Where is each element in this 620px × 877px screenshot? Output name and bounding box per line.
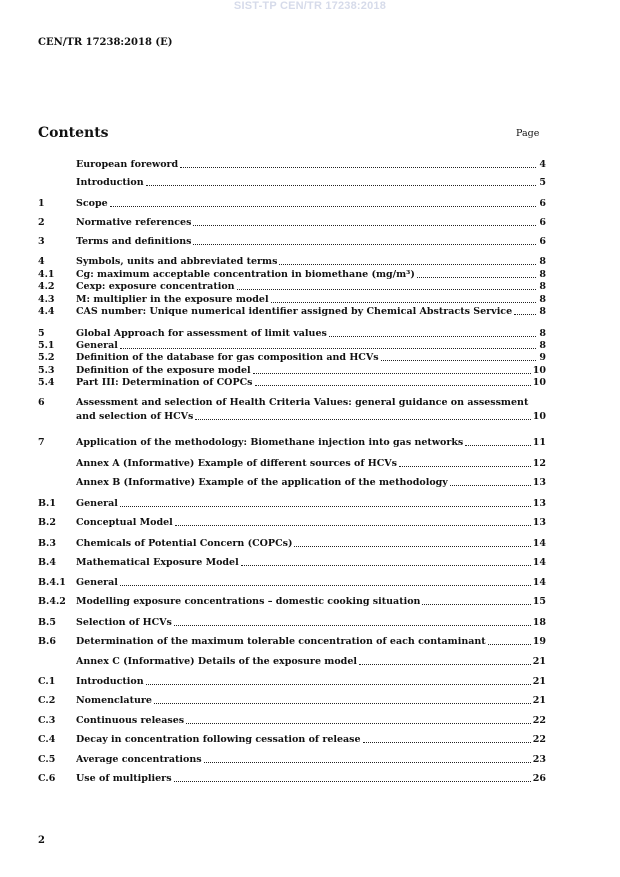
toc-entry-number: B.4.2 — [38, 596, 66, 607]
toc-leader-dots — [120, 348, 536, 349]
toc-entry-page: 19 — [532, 636, 546, 647]
toc-entry-title: Continuous releases — [76, 715, 185, 726]
toc-entry-number: 2 — [38, 217, 45, 228]
toc-entry[interactable] — [38, 595, 546, 608]
toc-entry-number: 4.3 — [38, 294, 55, 305]
toc-entry-title: European foreword — [76, 159, 179, 170]
toc-entry[interactable] — [38, 376, 546, 389]
toc-leader-dots — [186, 723, 531, 724]
toc-entry[interactable] — [38, 197, 546, 210]
toc-entry-page: 22 — [532, 715, 546, 726]
toc-entry-page: 10 — [532, 365, 546, 376]
toc-leader-dots — [255, 385, 531, 386]
toc-entry-number: B.4 — [38, 557, 56, 568]
toc-entry-number: B.5 — [38, 617, 56, 628]
toc-leader-dots — [204, 762, 531, 763]
toc-entry[interactable] — [38, 216, 546, 229]
toc-entry[interactable] — [38, 280, 546, 293]
toc-entry-number: B.3 — [38, 538, 56, 549]
toc-entry-number: B.2 — [38, 517, 56, 528]
toc-entry-page: 8 — [539, 256, 546, 267]
toc-entry[interactable] — [38, 694, 546, 707]
toc-leader-dots — [193, 225, 536, 226]
toc-leader-dots — [180, 167, 536, 168]
toc-entry-title: Terms and definitions — [76, 236, 192, 247]
toc-entry-title: Cexp: exposure concentration — [76, 281, 235, 292]
toc-entry-page: 14 — [532, 557, 546, 568]
toc-entry-title: Annex C (Informative) Details of the exposure model — [76, 656, 357, 667]
toc-leader-dots — [450, 485, 531, 486]
toc-entry-page: 21 — [532, 656, 546, 667]
toc-entry-number: 5.1 — [38, 340, 55, 351]
toc-entry-page: 12 — [532, 458, 546, 469]
toc-entry[interactable] — [38, 436, 546, 449]
toc-entry-title: CAS number: Unique numerical identifier assigned by Chemical Abstracts Service — [76, 306, 513, 317]
toc-entry-number: 5.2 — [38, 352, 55, 363]
toc-entry-page: 8 — [539, 306, 546, 317]
toc-entry-title: Average concentrations — [76, 754, 202, 765]
toc-entry-page: 23 — [532, 754, 546, 765]
toc-entry-number: 5.4 — [38, 377, 55, 388]
toc-entry-title: Mathematical Exposure Model — [76, 557, 239, 568]
toc-entry-page: 8 — [539, 328, 546, 339]
toc-leader-dots — [154, 703, 531, 704]
page-number: 2 — [38, 835, 45, 846]
toc-entry-number: 3 — [38, 236, 45, 247]
toc-entry-title: General — [76, 577, 118, 588]
toc-entry[interactable] — [38, 635, 546, 648]
toc-leader-dots — [146, 684, 531, 685]
toc-entry-page: 5 — [539, 177, 546, 188]
toc-entry-page: 14 — [532, 577, 546, 588]
toc-leader-dots — [399, 466, 531, 467]
toc-entry-number: 5.3 — [38, 365, 55, 376]
toc-leader-dots — [417, 277, 536, 278]
toc-entry-number: C.6 — [38, 773, 56, 784]
toc-entry-page: 8 — [539, 294, 546, 305]
toc-leader-dots — [465, 445, 530, 446]
toc-entry-title: Cg: maximum acceptable concentration in biomethane (mg/m³) — [76, 269, 415, 280]
toc-entry-page: 22 — [532, 734, 546, 745]
toc-entry-title: Application of the methodology: Biomethane injection into gas networks — [76, 437, 464, 448]
toc-entry-title: Symbols, units and abbreviated terms — [76, 256, 278, 267]
toc-leader-dots — [359, 664, 531, 665]
toc-leader-dots — [514, 314, 536, 315]
toc-entry-page: 15 — [532, 596, 546, 607]
toc-entry-page: 18 — [532, 617, 546, 628]
toc-entry-page: 13 — [532, 477, 546, 488]
toc-leader-dots — [279, 264, 536, 265]
toc-entry-number: B.6 — [38, 636, 56, 647]
toc-entry-page: 26 — [532, 773, 546, 784]
toc-leader-dots — [146, 185, 536, 186]
toc-entry-page: 6 — [539, 236, 546, 247]
toc-entry-title: General — [76, 498, 118, 509]
toc-entry-page: 8 — [539, 269, 546, 280]
toc-entry-title: Definition of the exposure model — [76, 365, 251, 376]
toc-entry[interactable] — [38, 537, 546, 550]
toc-entry-title: General — [76, 340, 118, 351]
toc-entry-title: Scope — [76, 198, 108, 209]
toc-entry-page: 21 — [532, 676, 546, 687]
toc-entry[interactable] — [38, 176, 546, 189]
toc-entry[interactable] — [38, 457, 546, 470]
toc-entry-title: Modelling exposure concentrations – domestic cooking situation — [76, 596, 421, 607]
toc-entry-page: 6 — [539, 217, 546, 228]
toc-entry-number: C.1 — [38, 676, 56, 687]
toc-entry-title: Definition of the database for gas composition and HCVs — [76, 352, 379, 363]
toc-leader-dots — [175, 525, 531, 526]
toc-entry-title: Selection of HCVs — [76, 617, 172, 628]
watermark-text: SIST-TP CEN/TR 17238:2018 — [233, 0, 387, 12]
toc-entry-title: Global Approach for assessment of limit values — [76, 328, 327, 339]
toc-entry-page: 6 — [539, 198, 546, 209]
toc-entry-page: 4 — [539, 159, 546, 170]
toc-entry-number: C.5 — [38, 754, 56, 765]
toc-leader-dots — [329, 336, 536, 337]
toc-entry-title: Annex B (Informative) Example of the application of the methodology — [76, 477, 448, 488]
toc-entry-title: Normative references — [76, 217, 192, 228]
toc-entry-number: B.1 — [38, 498, 56, 509]
toc-leader-dots — [253, 373, 531, 374]
toc-entry-number: 7 — [38, 437, 45, 448]
toc-leader-dots — [381, 360, 536, 361]
toc-leader-dots — [237, 289, 536, 290]
toc-entry-number: 5 — [38, 328, 45, 339]
toc-entry[interactable] — [38, 158, 546, 171]
toc-leader-dots — [241, 565, 531, 566]
toc-entry[interactable] — [38, 497, 546, 510]
document-id: CEN/TR 17238:2018 (E) — [38, 37, 173, 48]
toc-entry[interactable] — [38, 576, 546, 589]
toc-entry-page: 11 — [532, 437, 546, 448]
toc-entry-number: 1 — [38, 198, 45, 209]
toc-leader-dots — [193, 244, 536, 245]
toc-entry-page: 13 — [532, 517, 546, 528]
toc-entry[interactable] — [38, 351, 546, 364]
toc-entry[interactable] — [38, 235, 546, 248]
toc-entry-title: Introduction — [76, 177, 144, 188]
toc-entry-title: Part III: Determination of COPCs — [76, 377, 253, 388]
toc-entry-title: Chemicals of Potential Concern (COPCs) — [76, 538, 293, 549]
toc-leader-dots — [110, 206, 536, 207]
toc-entry[interactable] — [38, 753, 546, 766]
toc-entry-number: 4 — [38, 256, 45, 267]
toc-entry-title: Use of multipliers — [76, 773, 172, 784]
toc-entry[interactable] — [38, 655, 546, 668]
toc-entry[interactable] — [38, 476, 546, 489]
toc-entry-page: 8 — [539, 281, 546, 292]
toc-entry-number: 4.4 — [38, 306, 55, 317]
toc-entry-title: M: multiplier in the exposure model — [76, 294, 269, 305]
contents-heading: Contents — [38, 125, 109, 141]
toc-entry-number: B.4.1 — [38, 577, 66, 588]
toc-entry-number: 4.1 — [38, 269, 55, 280]
toc-entry-number: C.3 — [38, 715, 56, 726]
toc-entry[interactable] — [38, 733, 546, 746]
toc-leader-dots — [363, 742, 531, 743]
toc-leader-dots — [271, 302, 536, 303]
toc-entry-number: 6 — [38, 397, 45, 408]
toc-entry-page: 14 — [532, 538, 546, 549]
toc-entry-title: Decay in concentration following cessation of release — [76, 734, 361, 745]
toc-leader-dots — [294, 546, 530, 547]
toc-entry-title: Determination of the maximum tolerable concentration of each contaminant — [76, 636, 486, 647]
toc-entry[interactable] — [38, 516, 546, 529]
toc-leader-dots — [195, 419, 530, 420]
toc-leader-dots — [174, 625, 531, 626]
toc-entry[interactable] — [38, 556, 546, 569]
toc-entry-number: 4.2 — [38, 281, 55, 292]
toc-entry-title: Annex A (Informative) Example of different sources of HCVs — [76, 458, 397, 469]
toc-entry-number: C.2 — [38, 695, 56, 706]
toc-entry[interactable] — [38, 255, 546, 268]
toc-leader-dots — [488, 644, 531, 645]
toc-entry[interactable] — [38, 675, 546, 688]
toc-entry[interactable] — [38, 714, 546, 727]
page-column-label: Page — [516, 128, 540, 139]
toc-entry-title: Nomenclature — [76, 695, 152, 706]
toc-entry-page: 9 — [539, 352, 546, 363]
toc-leader-dots — [120, 585, 531, 586]
toc-entry-title: Assessment and selection of Health Criteria Values: general guidance on assessment — [76, 397, 529, 408]
toc-leader-dots — [422, 604, 530, 605]
toc-entry-title: Conceptual Model — [76, 517, 173, 528]
toc-leader-dots — [120, 506, 531, 507]
toc-leader-dots — [174, 781, 531, 782]
toc-entry[interactable] — [38, 305, 546, 318]
toc-entry-title: Introduction — [76, 676, 144, 687]
toc-entry-number: C.4 — [38, 734, 56, 745]
toc-entry[interactable] — [38, 397, 546, 423]
toc-entry-page: 21 — [532, 695, 546, 706]
toc-entry[interactable] — [38, 616, 546, 629]
toc-entry-page: 8 — [539, 340, 546, 351]
toc-entry-page: 10 — [532, 377, 546, 388]
toc-entry-page: 10 — [532, 411, 546, 422]
toc-entry[interactable] — [38, 772, 546, 785]
toc-entry-page: 13 — [532, 498, 546, 509]
toc-entry-title-continued: and selection of HCVs — [76, 411, 194, 422]
